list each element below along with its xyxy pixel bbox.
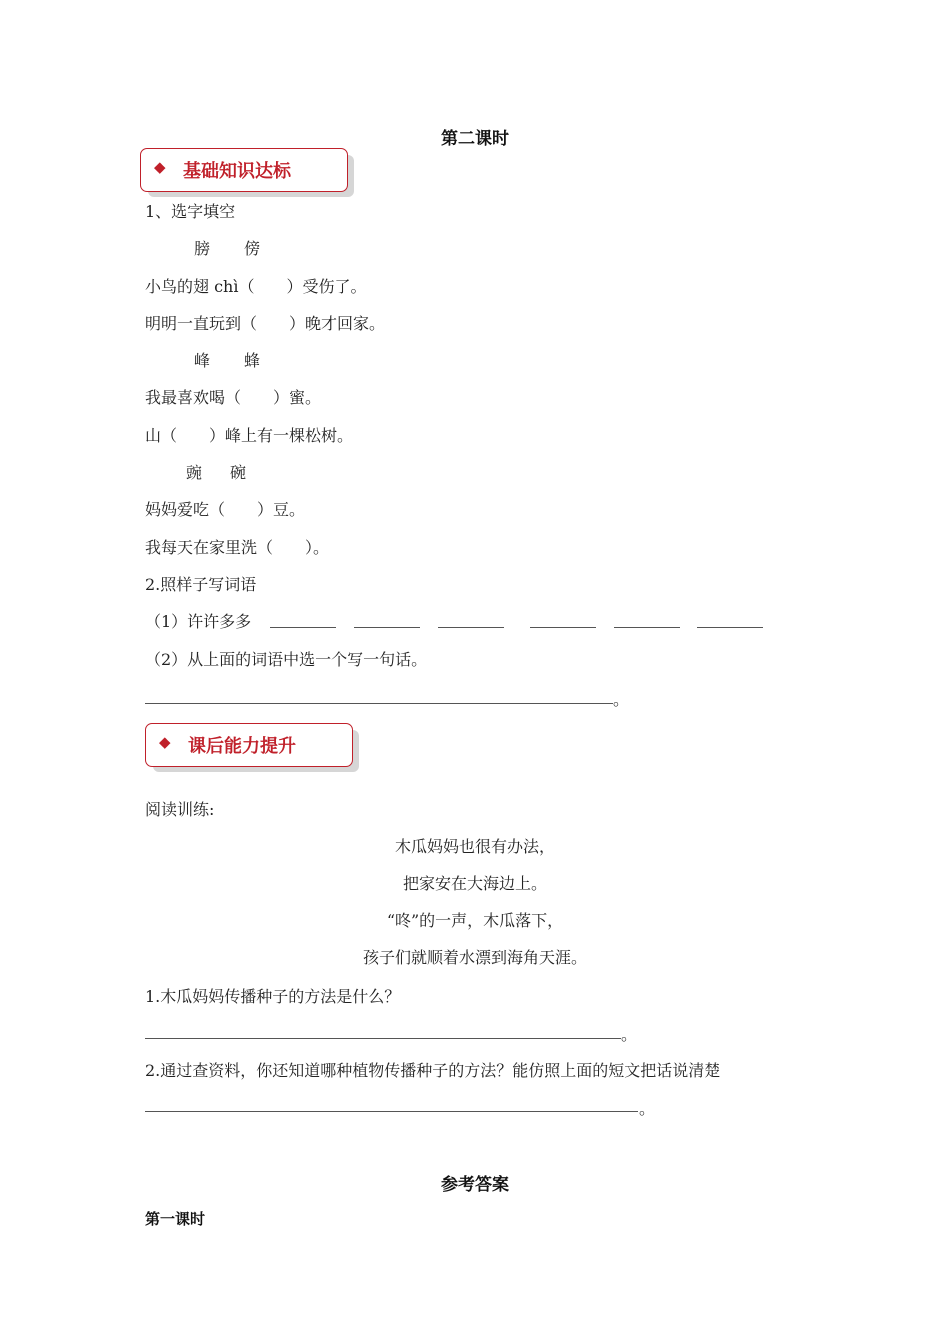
answer-blank[interactable] [614, 627, 680, 628]
question-title: 2.照样子写词语 [145, 575, 257, 594]
diamond-icon: ◆ [154, 158, 166, 176]
question-part: （2）从上面的词语中选一个写一句话。 [145, 650, 428, 669]
char-option: 豌 [186, 463, 203, 482]
diamond-icon: ◆ [159, 733, 171, 751]
char-option: 傍 [244, 239, 261, 258]
fill-sentence: 我每天在家里洗（ ）。 [145, 538, 330, 557]
answer-blank[interactable] [438, 627, 504, 628]
section-header-basic [140, 148, 348, 192]
section-header-advanced [145, 723, 353, 767]
answer-blank[interactable] [145, 1111, 638, 1112]
answers-title: 参考答案 [441, 1175, 509, 1195]
reading-question: 1.木瓜妈妈传播种子的方法是什么？ [145, 987, 401, 1006]
answer-blank[interactable] [530, 627, 596, 628]
reading-question: 2.通过查资料，你还知道哪种植物传播种子的方法？能仿照上面的短文把话说清楚 [145, 1061, 721, 1080]
section-label: 课后能力提升 [188, 736, 296, 757]
fill-sentence: 明明一直玩到（ ）晚才回家。 [145, 314, 386, 333]
answer-blank[interactable] [145, 703, 613, 704]
fill-sentence: 山（ ）峰上有一棵松树。 [145, 426, 354, 445]
char-option: 峰 [194, 351, 211, 370]
char-option: 膀 [194, 239, 211, 258]
char-option: 蜂 [244, 351, 261, 370]
poem-line: 把家安在大海边上。 [402, 874, 547, 893]
answers-subtitle: 第一课时 [145, 1210, 206, 1228]
char-choices [194, 348, 260, 371]
period-mark: 。 [613, 690, 630, 709]
poem-line: 木瓜妈妈也很有办法， [394, 837, 555, 856]
answer-blank[interactable] [354, 627, 420, 628]
answer-blank[interactable] [697, 627, 763, 628]
reading-title: 阅读训练: [145, 800, 215, 819]
period-mark: 。 [621, 1025, 638, 1044]
char-choices [186, 460, 246, 483]
fill-sentence: 我最喜欢喝（ ）蜜。 [145, 388, 322, 407]
char-choices [194, 236, 260, 259]
poem-line: “咚”的一声，木瓜落下， [386, 911, 564, 930]
period-mark: 。 [639, 1099, 656, 1118]
section-label: 基础知识达标 [183, 161, 291, 182]
answer-blank[interactable] [145, 1038, 621, 1039]
answer-blank[interactable] [270, 627, 336, 628]
question-part: （1）许许多多 [145, 612, 252, 631]
fill-sentence: 妈妈爱吃（ ）豆。 [145, 500, 306, 519]
char-option: 碗 [230, 463, 247, 482]
poem-line: 孩子们就顺着水漂到海角天涯。 [362, 948, 587, 967]
fill-sentence: 小鸟的翅 chì（ ）受伤了。 [145, 277, 367, 296]
page-title: 第二课时 [441, 129, 509, 149]
question-title: 1、选字填空 [145, 202, 236, 221]
